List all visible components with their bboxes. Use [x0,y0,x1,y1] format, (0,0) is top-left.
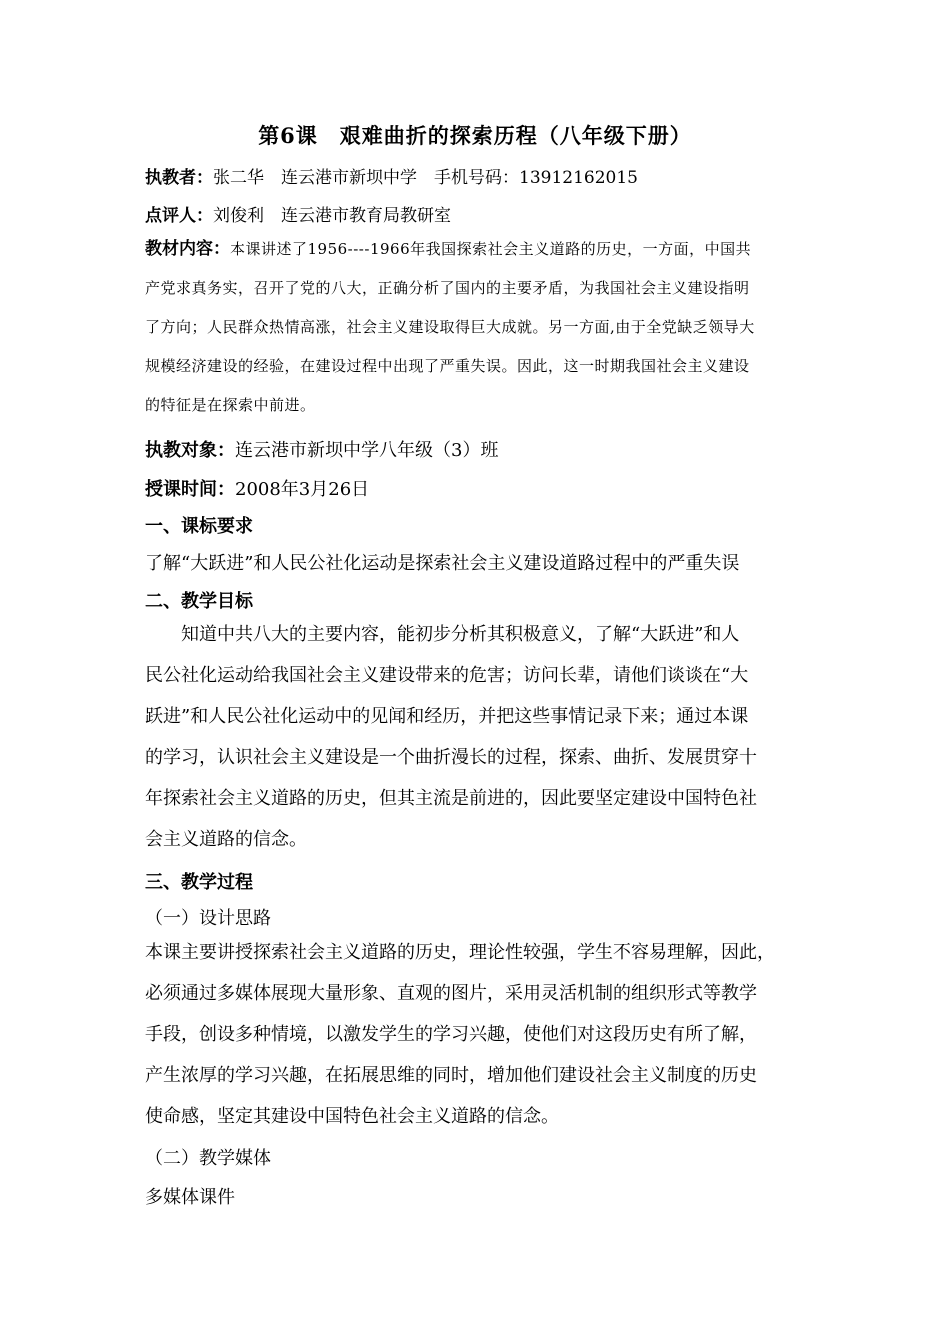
sub1-line: 手段，创设多种情境，以激发学生的学习兴趣，使他们对这段历史有所了解， [145,1024,757,1045]
section2-line: 跃进”和人民公社化运动中的见闻和经历，并把这些事情记录下来；通过本课 [145,706,749,727]
sub1-line: 必须通过多媒体展现大量形象、直观的图片，采用灵活机制的组织形式等教学 [145,983,757,1004]
reviewer-value: 刘俊利 连云港市教育局教研室 [213,206,451,226]
sub1-line: 产生浓厚的学习兴趣，在拓展思维的同时，增加他们建设社会主义制度的历史 [145,1065,757,1086]
section1-heading: 一、课标要求 [145,516,253,537]
section3-sub2: （二）教学媒体 [145,1148,271,1169]
content-label: 教材内容： [145,239,230,259]
content-line: 产党求真务实，召开了党的八大，正确分析了国内的主要矛盾，为我国社会主义建设指明 [145,279,750,297]
sub1-line: 使命感，坚定其建设中国特色社会主义道路的信念。 [145,1106,559,1127]
time-value: 2008年3月26日 [235,479,370,500]
section3-heading: 三、教学过程 [145,872,253,893]
content-line: 规模经济建设的经验，在建设过程中出现了严重失误。因此，这一时期我国社会主义建设 [145,357,750,375]
section3-sub2-text: 多媒体课件 [145,1187,235,1208]
content-paragraph [145,230,820,425]
reviewer-line [145,201,451,226]
teacher-value: 张二华 连云港市新坝中学 手机号码：13912162015 [213,168,638,188]
section2-line: 知道中共八大的主要内容，能初步分析其积极意义，了解“大跃进”和人 [145,624,740,645]
section2-paragraph [145,614,820,860]
sub1-line: 本课主要讲授探索社会主义道路的历史，理论性较强，学生不容易理解，因此， [145,942,775,963]
target-line [145,436,498,462]
lesson-title: 第6课 艰难曲折的探索历程（八年级下册） [258,123,692,148]
teacher-line [145,163,638,188]
section3-sub1: （一）设计思路 [145,908,271,929]
target-label: 执教对象： [145,440,235,461]
content-line: 本课讲述了1956----1966年我国探索社会主义道路的历史，一方面，中国共 [230,240,752,258]
content-line: 的特征是在探索中前进。 [145,396,316,414]
section2-line: 的学习，认识社会主义建设是一个曲折漫长的过程，探索、曲折、发展贯穿十 [145,747,757,768]
section1-text: 了解“大跃进”和人民公社化运动是探索社会主义建设道路过程中的严重失误 [145,553,740,574]
section2-line: 会主义道路的信念。 [145,829,307,850]
reviewer-label: 点评人： [145,206,213,226]
time-line [145,475,369,501]
section2-line: 年探索社会主义道路的历史，但其主流是前进的，因此要坚定建设中国特色社 [145,788,757,809]
teacher-label: 执教者： [145,168,213,188]
time-label: 授课时间： [145,479,235,500]
section2-line: 民公社化运动给我国社会主义建设带来的危害；访问长辈，请他们谈谈在“大 [145,665,749,686]
target-value: 连云港市新坝中学八年级（3）班 [235,440,499,461]
content-line: 了方向；人民群众热情高涨，社会主义建设取得巨大成就。另一方面,由于全党缺乏领导大 [145,318,755,336]
section2-heading: 二、教学目标 [145,591,253,612]
section3-sub1-paragraph [145,932,820,1137]
